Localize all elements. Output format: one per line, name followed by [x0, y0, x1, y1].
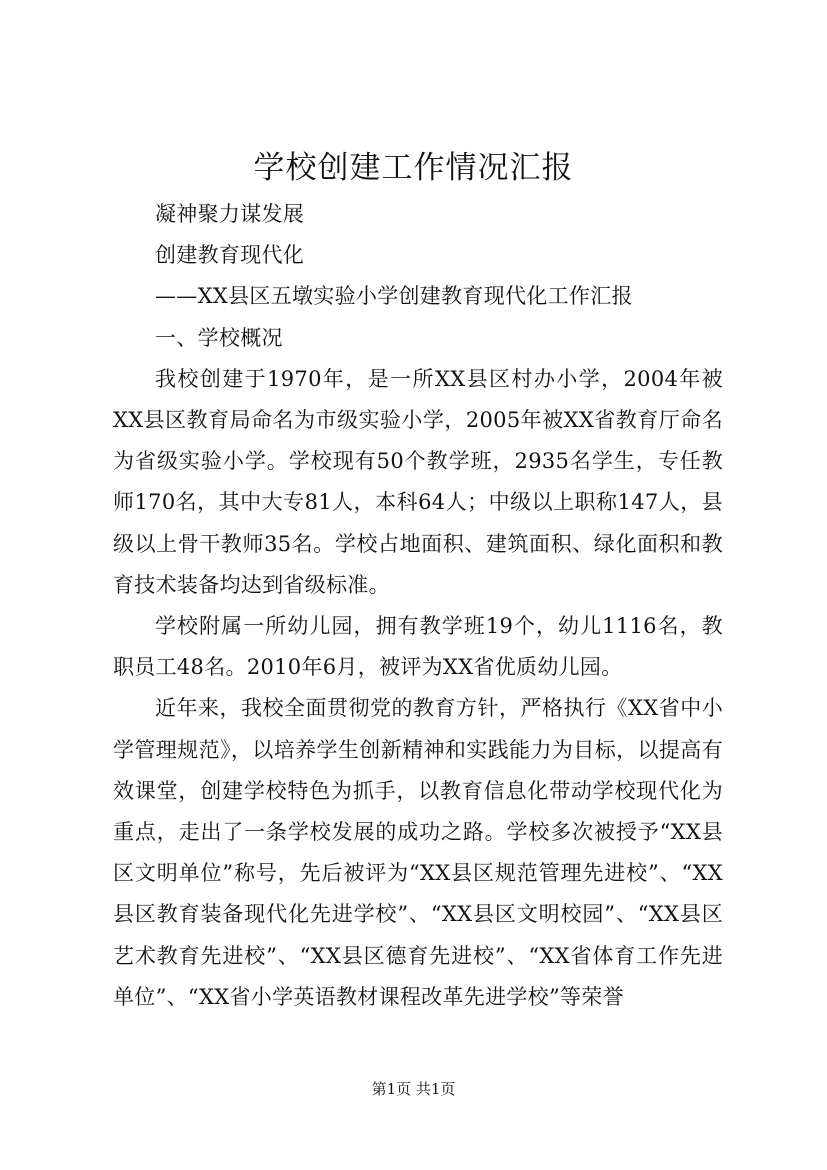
section-heading: 一、学校概况 [155, 325, 283, 350]
paragraph-subtitle-3: ——XX县区五墩实验小学创建教育现代化工作汇报 [155, 284, 633, 309]
paragraph-school-overview: 我校创建于1970年，是一所XX县区村办小学，2004年被XX县区教育局命名为市级实验小学，2005年被XX省教育厅命名为省级实验小学。学校现有50个教学班，2935名学生，专任教师170名，其中大专81人，本科64人；中级以上职称147人，县级以上骨干教师35名。学校占地面积、建筑面积、绿化面积和教育技术装备均达到省级标准。 [113, 366, 723, 597]
paragraph-subtitle-2: 创建教育现代化 [155, 243, 305, 268]
document-title: 学校创建工作情况汇报 [253, 150, 574, 186]
paragraph-achievements: 近年来，我校全面贯彻党的教育方针，严格执行《XX省中小学管理规范》，以培养学生创新精神和实践能力为目标，以提高有效课堂，创建学校特色为抓手，以教育信息化带动学校现代化为重点，走出了一条学校发展的成功之路。学校多次被授予“XX县区文明单位”称号，先后被评为“XX县区规范管理先进校”、“XX县区教育装备现代化先进学校”、“XX县区文明校园”、“XX县区艺术教育先进校”、“XX县区德育先进校”、“XX省体育工作先进单位”、“XX省小学英语教材课程改革先进学校”等荣誉 [113, 696, 723, 1009]
paragraph-kindergarten: 学校附属一所幼儿园，拥有教学班19个，幼儿1116名，教职员工48名。2010年6月，被评为XX省优质幼儿园。 [113, 614, 723, 680]
page-footer: 第1页 共1页 [371, 1080, 456, 1098]
paragraph-subtitle-1: 凝神聚力谋发展 [155, 202, 305, 226]
document-body [113, 194, 723, 1018]
